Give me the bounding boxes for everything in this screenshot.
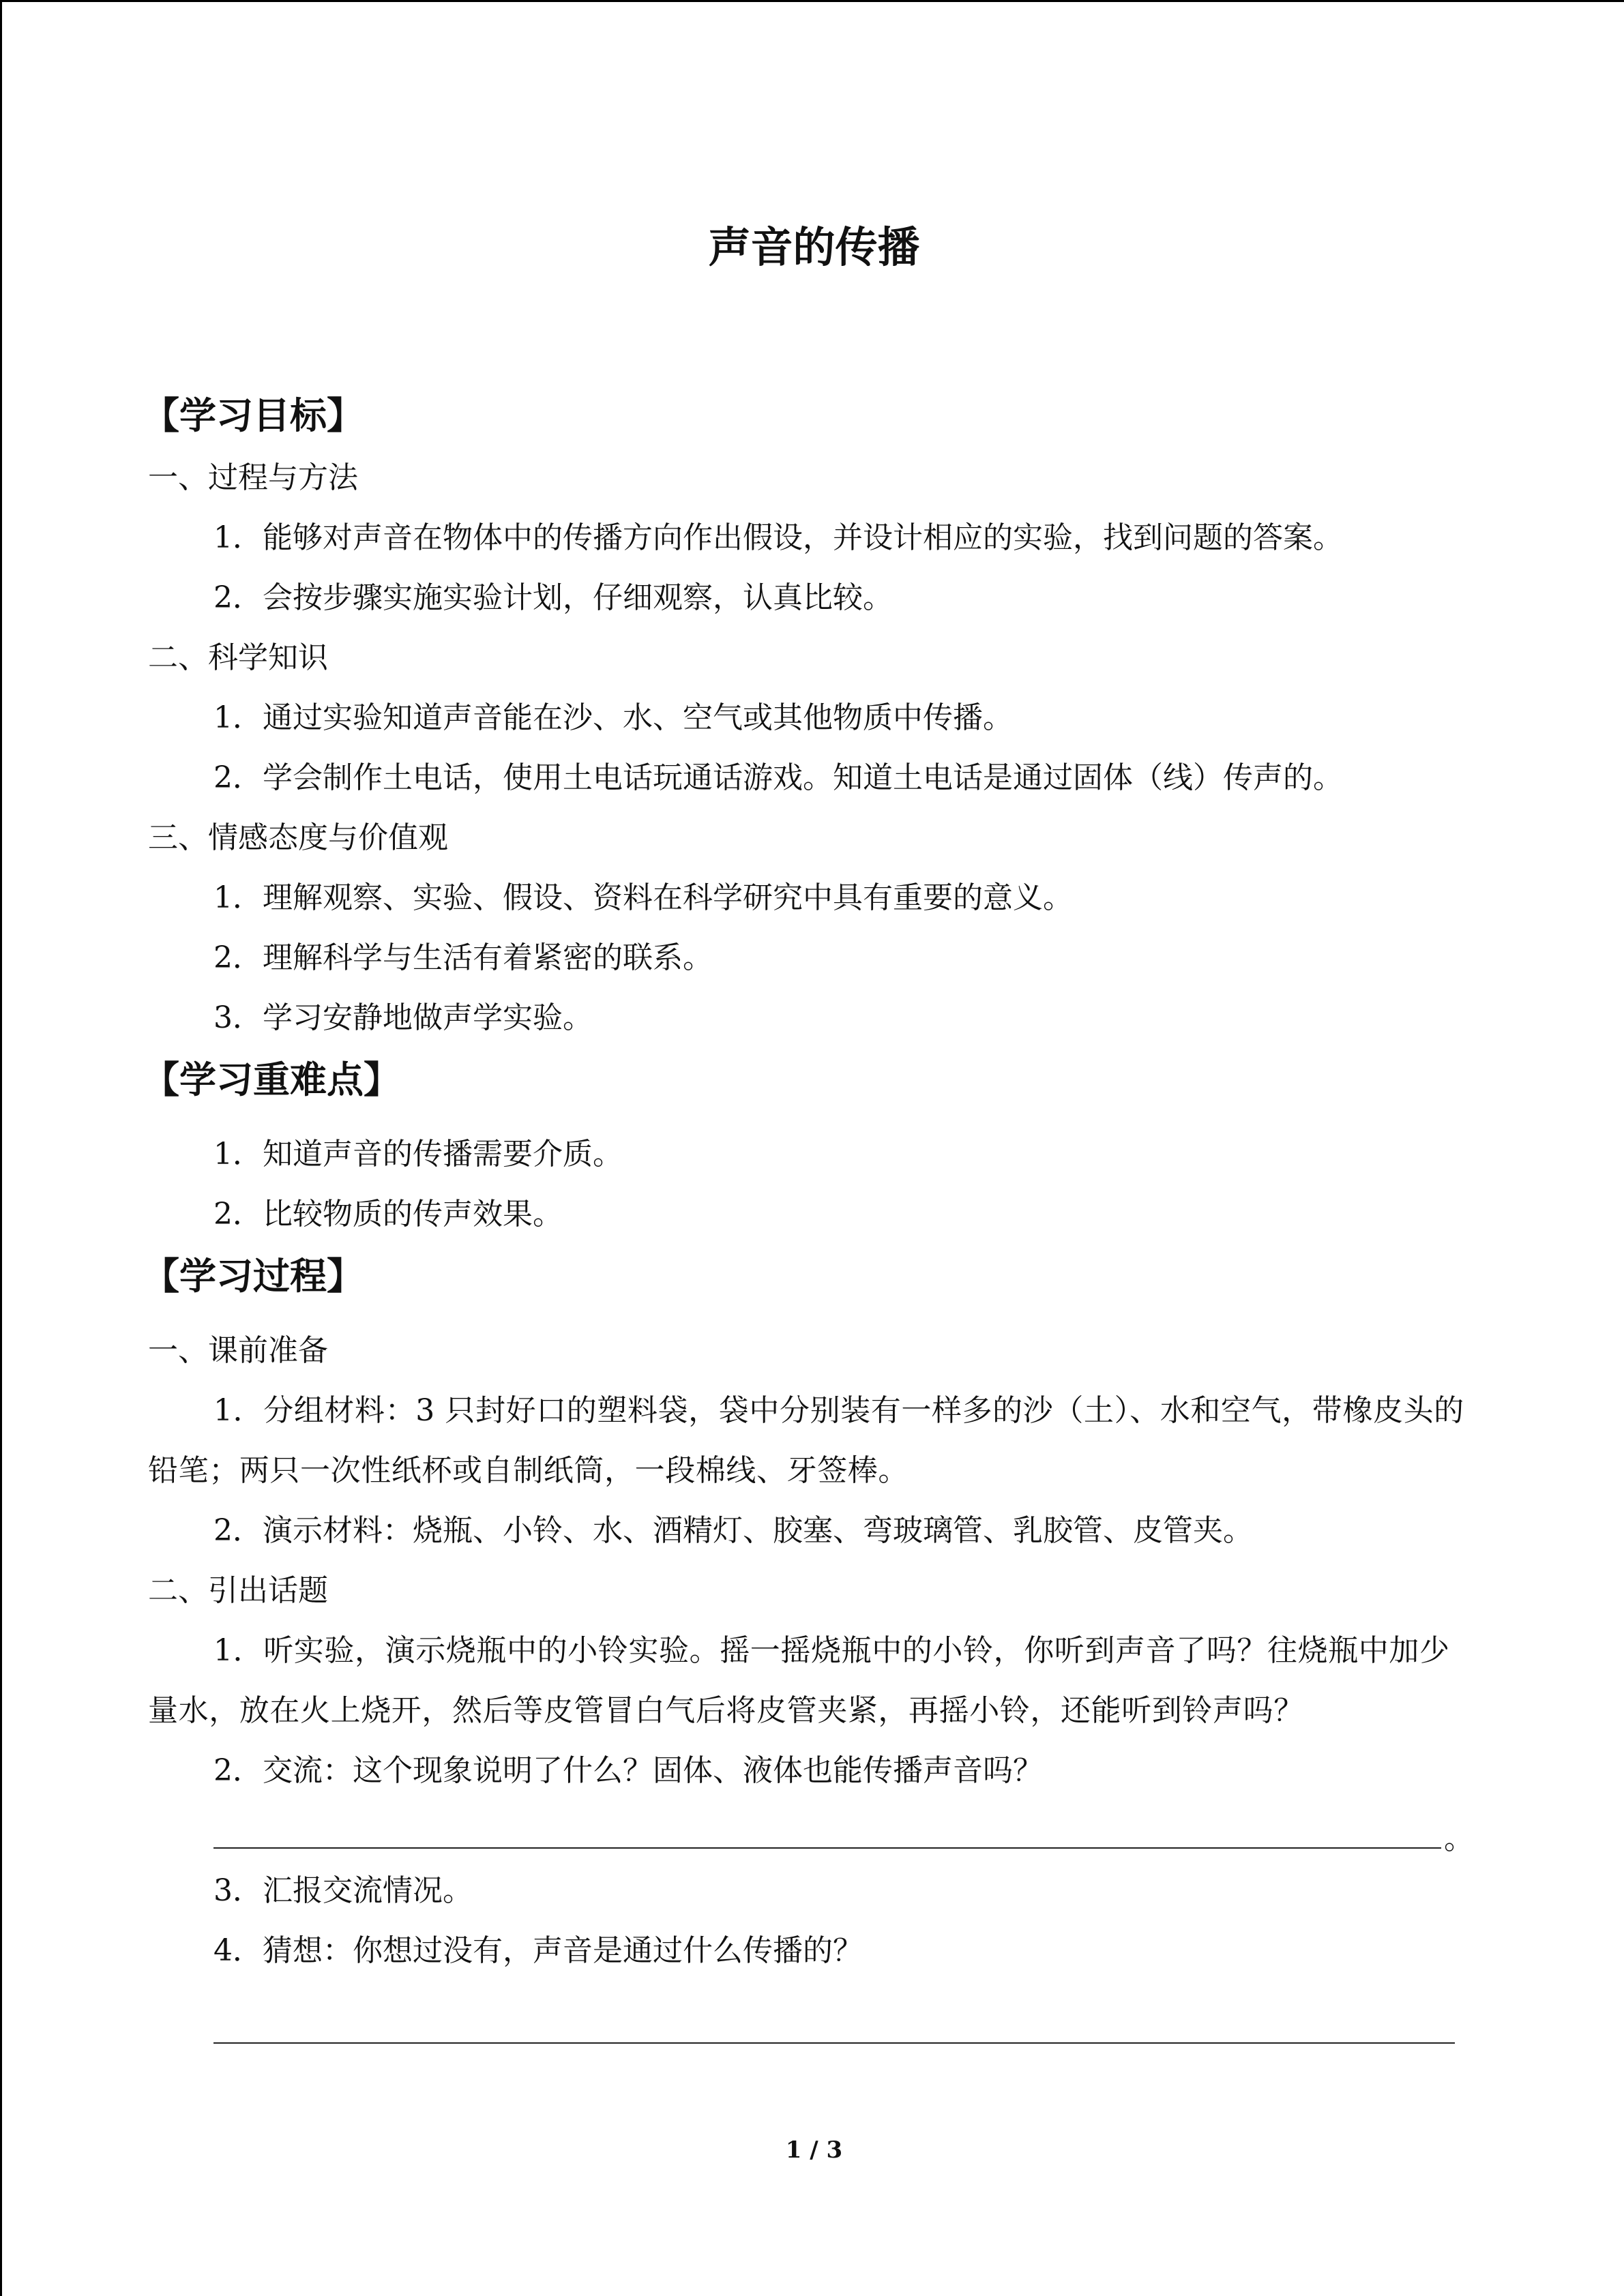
goals-item: 1．通过实验知道声音能在沙、水、空气或其他物质中传播。 (213, 700, 1013, 735)
section-heading-process: 【学习过程】 (143, 1255, 364, 1298)
process-group-topic: 二、引出话题 (148, 1573, 328, 1608)
goals-item: 2．理解科学与生活有着紧密的联系。 (213, 940, 713, 975)
page-number: 1 / 3 (785, 2136, 843, 2164)
answer-blank-line[interactable] (213, 2042, 1455, 2044)
goals-item: 1．理解观察、实验、假设、资料在科学研究中具有重要的意义。 (213, 880, 1073, 915)
section-heading-goals: 【学习目标】 (143, 394, 364, 437)
document-body (143, 384, 1478, 2056)
answer-blank-row (213, 1981, 1478, 2056)
process-item: 4．猜想：你想过没有，声音是通过什么传播的？ (213, 1933, 863, 1968)
section-heading-keypoints: 【学习重难点】 (143, 1058, 400, 1101)
goals-group-attitude-values: 三、情感态度与价值观 (148, 820, 448, 855)
goals-item: 3．学习安静地做声学实验。 (213, 1000, 593, 1035)
goals-item: 1．能够对声音在物体中的传播方向作出假设，并设计相应的实验，找到问题的答案。 (213, 520, 1343, 555)
page-title: 声音的传播 (708, 222, 920, 272)
goals-item: 2．学会制作土电话，使用土电话玩通话游戏。知道土电话是通过固体（线）传声的。 (213, 760, 1343, 795)
process-item: 2．演示材料：烧瓶、小铃、水、酒精灯、胶塞、弯玻璃管、乳胶管、皮管夹。 (213, 1513, 1253, 1548)
process-group-preparation: 一、课前准备 (148, 1333, 328, 1368)
answer-blank-line[interactable] (213, 1847, 1441, 1849)
goals-group-science-knowledge: 二、科学知识 (148, 640, 328, 675)
process-item: 3．汇报交流情况。 (213, 1873, 473, 1908)
goals-group-process-method: 一、过程与方法 (148, 460, 358, 495)
answer-blank-row (213, 1801, 1478, 1861)
process-item: 2．交流：这个现象说明了什么？固体、液体也能传播声音吗？ (213, 1753, 1043, 1788)
goals-item: 2．会按步骤实施实验计划，仔细观察，认真比较。 (213, 580, 893, 615)
keypoints-item: 2．比较物质的传声效果。 (213, 1197, 563, 1232)
process-paragraph: 1．分组材料：3 只封好口的塑料袋，袋中分别装有一样多的沙（土）、水和空气，带橡皮头的铅笔；两只一次性纸杯或自制纸筒，一段棉线、牙签棒。 (148, 1393, 1464, 1488)
process-paragraph: 1．听实验，演示烧瓶中的小铃实验。摇一摇烧瓶中的小铃，你听到声音了吗？往烧瓶中加少量水，放在火上烧开，然后等皮管冒白气后将皮管夹紧，再摇小铃，还能听到铃声吗？ (148, 1633, 1450, 1728)
keypoints-item: 1．知道声音的传播需要介质。 (213, 1137, 623, 1172)
blank-end-punctuation: 。 (1444, 1821, 1474, 1856)
